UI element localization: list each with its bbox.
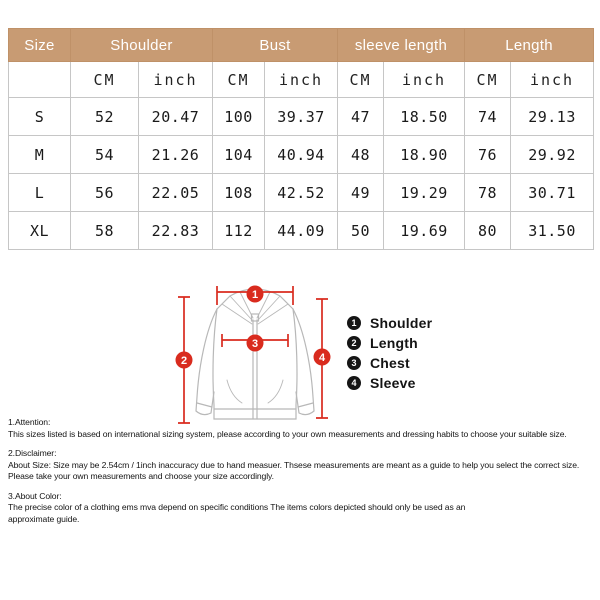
value-cell: 20.47 <box>139 98 213 136</box>
size-cell: S <box>9 98 71 136</box>
unit-header-cm: CM <box>338 62 384 98</box>
legend-label: Chest <box>370 355 410 371</box>
value-cell: 100 <box>213 98 265 136</box>
unit-header-cm: CM <box>71 62 139 98</box>
value-cell: 49 <box>338 174 384 212</box>
table-row-xl <box>9 212 594 250</box>
garment-measurement-diagram <box>170 280 342 428</box>
legend-label: Sleeve <box>370 375 416 391</box>
unit-header-inch: inch <box>384 62 465 98</box>
value-cell: 56 <box>71 174 139 212</box>
legend-item-chest <box>347 356 432 370</box>
legend-item-sleeve <box>347 376 432 390</box>
marker-number-1: 1 <box>251 289 259 301</box>
value-cell: 78 <box>465 174 511 212</box>
unit-header-cm: CM <box>465 62 511 98</box>
value-cell: 50 <box>338 212 384 250</box>
unit-header-empty <box>9 62 71 98</box>
legend-marker-2-icon: 2 <box>347 336 361 350</box>
value-cell: 54 <box>71 136 139 174</box>
value-cell: 39.37 <box>265 98 338 136</box>
table-row-l <box>9 174 594 212</box>
jacket-torso <box>213 309 297 419</box>
value-cell: 104 <box>213 136 265 174</box>
value-cell: 47 <box>338 98 384 136</box>
value-cell: 58 <box>71 212 139 250</box>
note-disclaimer <box>8 448 596 483</box>
table-unit-row <box>9 62 594 98</box>
table-row-m <box>9 136 594 174</box>
value-cell: 29.13 <box>511 98 594 136</box>
value-cell: 42.52 <box>265 174 338 212</box>
size-chart-table <box>8 28 594 250</box>
value-cell: 44.09 <box>265 212 338 250</box>
legend-marker-3-icon: 3 <box>347 356 361 370</box>
value-cell: 18.90 <box>384 136 465 174</box>
table-row-s <box>9 98 594 136</box>
value-cell: 18.50 <box>384 98 465 136</box>
note-title: 3.About Color: <box>8 490 62 501</box>
note-body: The precise color of a clothing ems mva depend on specific conditions The items colors depicted should only be used as an approximate guide. <box>8 502 466 524</box>
value-cell: 40.94 <box>265 136 338 174</box>
legend-marker-1-icon: 1 <box>347 316 361 330</box>
col-header-size: Size <box>9 29 71 62</box>
size-cell: XL <box>9 212 71 250</box>
value-cell: 22.83 <box>139 212 213 250</box>
measurement-legend <box>347 316 432 396</box>
value-cell: 29.92 <box>511 136 594 174</box>
value-cell: 19.29 <box>384 174 465 212</box>
col-header-shoulder: Shoulder <box>71 29 213 62</box>
value-cell: 21.26 <box>139 136 213 174</box>
note-body: About Size: Size may be 2.54cm / 1inch inaccuracy due to hand measuer. Thsese measurements are meant as a guide to help you select the correct size. Please take your own measurements and choose your size accordingly. <box>8 459 580 481</box>
legend-marker-4-icon: 4 <box>347 376 361 390</box>
value-cell: 19.69 <box>384 212 465 250</box>
marker-number-3: 3 <box>251 338 259 350</box>
value-cell: 30.71 <box>511 174 594 212</box>
marker-number-2: 2 <box>180 355 188 367</box>
value-cell: 108 <box>213 174 265 212</box>
value-cell: 80 <box>465 212 511 250</box>
legend-label: Shoulder <box>370 315 433 331</box>
size-cell: L <box>9 174 71 212</box>
pockets <box>227 380 283 403</box>
col-header-sleeve-length: sleeve length <box>338 29 465 62</box>
col-header-bust: Bust <box>213 29 338 62</box>
legend-item-length <box>347 336 432 350</box>
notes-section <box>8 417 596 533</box>
note-attention <box>8 417 596 440</box>
value-cell: 112 <box>213 212 265 250</box>
value-cell: 48 <box>338 136 384 174</box>
value-cell: 52 <box>71 98 139 136</box>
note-title: 1.Attention: <box>8 417 51 427</box>
unit-header-inch: inch <box>511 62 594 98</box>
note-title: 2.Disclaimer: <box>8 448 57 458</box>
legend-item-shoulder <box>347 316 432 330</box>
note-body: This sizes listed is based on international sizing system, please according to your own measurements and dressing habits to choose your suitable size. <box>8 428 567 439</box>
value-cell: 74 <box>465 98 511 136</box>
unit-header-inch: inch <box>265 62 338 98</box>
value-cell: 31.50 <box>511 212 594 250</box>
value-cell: 22.05 <box>139 174 213 212</box>
col-header-length: Length <box>465 29 594 62</box>
note-about-color <box>8 491 596 526</box>
jacket-outline <box>196 289 314 419</box>
legend-label: Length <box>370 335 418 351</box>
table-header-row <box>9 29 594 62</box>
marker-number-4: 4 <box>318 352 326 364</box>
size-cell: M <box>9 136 71 174</box>
unit-header-inch: inch <box>139 62 213 98</box>
unit-header-cm: CM <box>213 62 265 98</box>
value-cell: 76 <box>465 136 511 174</box>
